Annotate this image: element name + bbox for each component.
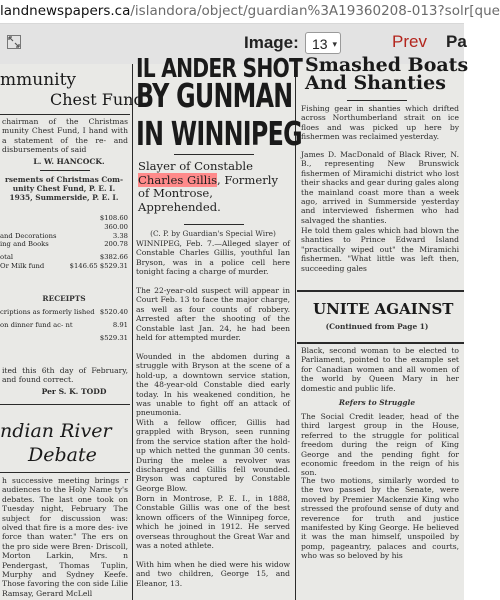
image-label: Image: [244,33,299,52]
column-right [297,54,469,600]
refers-subhead: Refers to Struggle [338,398,416,407]
unite-para-2: The Social Credit leader, head of the third largest group in the House, referred to the struggle for political freedom during the reign of King George and the pending fight for economic freedom in the reign of his son. [301,412,459,478]
shanties-para-1: Fishing gear in shanties which drifted across Northumberland strait on ice floes and was picked up here by fishermen was reclaimed yesterday. [301,104,459,142]
community-chest-headline-2: Chest Fund [50,90,144,109]
article-para-4: With a fellow officer, Gillis had grappled with Bryson, seen running from the service station after the hold-up which netted the gunman 30 cents. During the melee a revolver was discharged and Gillis fell wounded. Bryson was captured by Constable George Blow. [136,418,290,493]
continued-note: (Continued from Page 1) [325,322,429,331]
divider [0,404,130,405]
divider [297,342,464,344]
expand-icon[interactable] [6,34,22,50]
table-row: $529.31 [99,333,128,342]
table-row: on dinner fund ac- nt 8.91 [0,320,128,329]
url-host: landnewspapers.ca [0,3,131,19]
article-para-2: The 22-year-old suspect will appear in Court Feb. 13 to face the major charge, as well as four counts of robbery. Arrested after the shooting of the Constable last Jan. 24, he had been held for attempted murder. [136,286,290,343]
chevron-down-icon: ▾ [332,39,337,49]
headline-line2: BY GUNMAN [136,76,293,115]
unite-para-3: The two motions, similarly worded to the two passed by the Senate, were moved by Premier Mackenzie King who stressed the profound sense of duty and reverence for truth and justice manifested by King George. He believed it was the man himself, unspoiled by pomp, pageantry, palaces and courts, who was so beloved by his [301,476,459,561]
shanties-headline-2: And Shanties [305,72,446,94]
divider [0,114,130,115]
indian-river-headline: ndian River [0,420,112,442]
community-chest-headline: mmunity [0,70,77,90]
column-center [134,54,303,600]
audit-signer: Per S. K. TODD [41,387,107,396]
divider [174,154,254,155]
chest-intro: chairman of the Christmas munity Chest Fund, I hand with a statement of the re- and disbursements of said [2,117,128,155]
article-para-1: WINNIPEG, Feb. 7.—Alleged slayer of Constable Charles Gillis, youthful Ian Bryson, was in a police cell here tonight facing a charge of murder. [136,239,290,277]
table-row: Or Milk fund $146.65 $529.31 [0,261,128,270]
headline-line1: IL ANDER SHOT [136,54,303,84]
receipts-table [0,308,128,342]
divider [0,472,130,473]
headline-line3: IN WINNIPEG [136,114,302,153]
table-row: and Decorations 3.38 [0,231,128,240]
shanties-para-2: James D. MacDonald of Black River, N. B., representing New Brunswick fishermen of Miramichi district who lost their shacks and gear during gales along the mainland coast more than a week ago, arrived in Summerside yesterday and interviewed fishermen who had salvaged the shanties. [301,150,459,225]
table-row: criptions as formerly lished $520.40 [0,308,128,316]
next-link[interactable]: Pa [446,32,467,51]
dateline: (C. P. by Guardian's Special Wire) [150,229,276,238]
subhead: Slayer of Constable Charles Gillis, Formerly of Montrose, Apprehended. [138,159,279,214]
image-select-value: 13 [312,36,328,52]
unite-para-1: Black, second woman to be elected to Parliament, pointed to the example set for Canadian women and all women of the world by Queen Mary in her domestic and public life. [301,346,459,393]
table-row: 360.00 [104,222,128,231]
unite-against-headline: UNITE AGAINST [313,300,454,318]
image-select[interactable] [305,32,341,54]
search-highlight: Charles Gillis [138,172,218,187]
statement-title: rsements of Christmas Com- unity Chest Fund, P. E. I. 1935, Summerside, P. E. I. [4,175,124,203]
article-para-3: Wounded in the abdomen during a struggle with Bryson at the scene of a hold-up, a downtown service station, the 48-year-old Constable died early today. In his weakened condition, he was unable to fight off an attack of pneumonia. [136,352,290,418]
divider [184,224,244,225]
newspaper-page [0,54,469,600]
shanties-headline-1: Smashed Boats [305,54,469,76]
chest-signer: L. W. HANCOCK. [33,157,105,166]
receipts-title: RECEIPTS [42,294,86,303]
indian-river-headline-2: Debate [28,444,97,466]
divider [297,290,464,292]
disbursement-table [0,214,128,271]
prev-link[interactable]: Prev [392,32,427,51]
column-rule [132,64,133,600]
url-path: /islandora/object/guardian%3A19360208-013?solr[que [130,3,500,19]
column-left [0,64,144,600]
divider [347,100,407,101]
divider [40,170,90,171]
address-bar[interactable] [0,0,500,24]
debate-text: h successive meeting brings r audiences to the Holy Name ty's debates. The last one took on Tuesday night, February The subject for discussion was: olved that fire is a more des- ive force than water." The ers on the pro side were Bren- Driscoll, Morton Larkin, Mrs. n Pendergast, Thomas Tuplin, Murphy and Sydney Keefe. Those favoring the con side Lilie Ramsay, Gerard McLell [2,476,128,598]
table-row: $108.60 [99,214,128,222]
audit-text: ited this 6th day of February, and found correct. [2,366,128,385]
article-para-6: With him when he died were his widow and two children, George 15, and Eleanor, 13. [136,560,290,588]
article-para-5: Born in Montrose, P. E. I., in 1888, Constable Gillis was one of the best known officers of the Winnipeg force, which he joined in 1912. He served overseas throughout the Great War and was a noted athlete. [136,494,290,551]
shanties-para-3: He told them gales which had blown the shanties to Prince Edward Island "practically wiped out" the Miramichi fishermen. "What little was left then, succeeding gales [301,226,459,273]
table-row: ing and Books 200.78 [0,240,128,249]
table-row: otal $382.66 [0,253,128,262]
